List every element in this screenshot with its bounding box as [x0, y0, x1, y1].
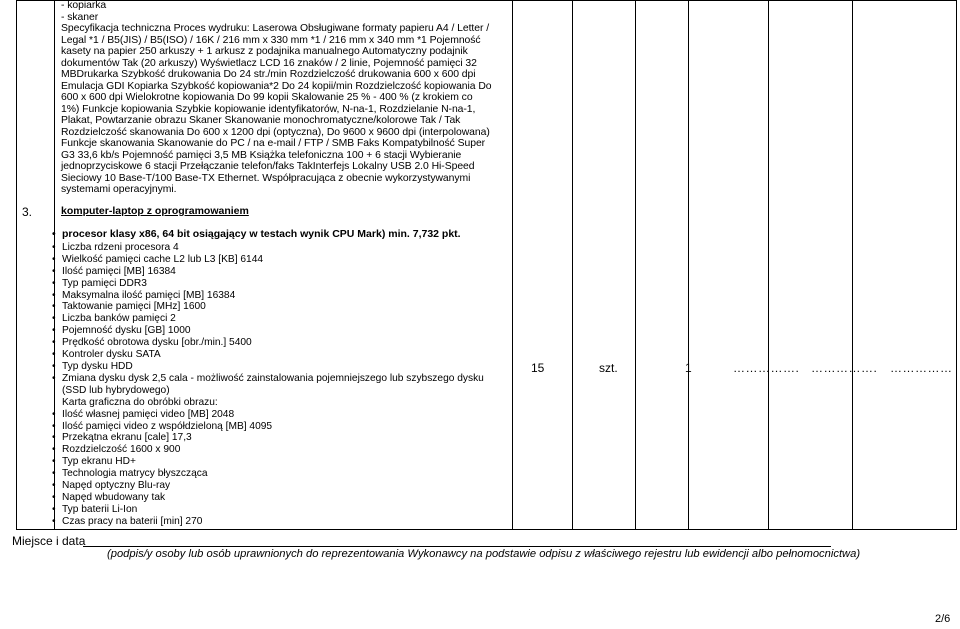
- list-item: • Typ ekranu HD+: [52, 456, 492, 468]
- cell-price-2: [769, 1, 853, 530]
- list-item: • Kontroler dysku SATA: [52, 349, 492, 361]
- list-item: • procesor klasy x86, 64 bit osiągający w testach wynik CPU Mark) min. 7,732 pkt.: [52, 229, 492, 241]
- price-placeholder-2: …………….: [811, 361, 878, 375]
- list-item: • Zmiana dysku dysk 2,5 cala - możliwość zainstalowania pojemniejszego lub szybszego dysku (SSD lub hybrydowego): [52, 373, 492, 397]
- cell-count: [636, 1, 689, 530]
- quantity-value: 15: [531, 361, 545, 375]
- list-item: • Prędkość obrotowa dysku [obr./min.] 5400: [52, 337, 492, 349]
- desc-line: Specyfikacja techniczna Proces wydruku: Laserowa Obsługiwane formaty papieru A4 / Letter / Legal *1 / B5(JIS) / B5(ISO) / 16K / 216 mm x 330 mm *1 / 216 mm x 340 mm *1 Pojemność kasety na papier 250 arkuszy + 1 arkusz z podajnika manualnego Automatyczny podajnik dokumentów Tak (20 arkuszy) Wyświetlacz LCD 16 znaków / 2 linie, Pojemność pamięci 32 MBDrukarka Szybkość drukowania Do 24 str./min Rozdzielczość drukowania 600 x 600 dpi Emulacja GDI Kopiarka Szybkość kopiowania*2 Do 24 kopii/min Rozdzielczość kopiowania Do 600 x 600 dpi Wielokrotne kopiowania Do 99 kopii Skalowanie 25 % - 400 % (z krokiem co 1%) Funkcje kopiowania Szybkie kopiowanie identyfikatorów, N-na-1, Rozdzielanie N-na-1, Plakat, Powtarzanie obrazu Skaner Skanowanie monochromatyczne/kolorowe Tak / Tak Rozdzielczość skanowania Do 600 x 1200 dpi (optyczna), Do 9600 x 9600 dpi (interpolowana) Funkcje skanowania Skanowanie do PC / na e-mail / FTP / SMB Faks Kompatybilność Super G3 33,6 kb/s Pojemność pamięci 3,5 MB Książka telefoniczna 100 + 6 stacji Wybieranie jednoprzyciskowe 6 stacji Przełączanie telefon/faks TakInterfejs Lokalny USB 2.0 Hi-Speed Sieciowy 10 Base-T/100 Base-TX Ethernet. Współpracująca z obecnie wykorzystywanymi systemami operacyjnymi.: [61, 23, 492, 195]
- list-item: • Napęd optyczny Blu-ray: [52, 480, 492, 492]
- list-item: • Czas pracy na baterii [min] 270: [52, 516, 492, 528]
- list-item: • Typ dysku HDD: [52, 361, 492, 373]
- desc-line: - kopiarka: [61, 0, 107, 11]
- list-item: • Technologia matrycy błyszcząca: [52, 468, 492, 480]
- list-item: • Ilość pamięci [MB] 16384: [52, 266, 492, 278]
- cell-price-3: [853, 1, 957, 530]
- row-number: 3.: [22, 205, 33, 219]
- list-item: • Pojemność dysku [GB] 1000: [52, 325, 492, 337]
- list-item: • Liczba rdzeni procesora 4: [52, 242, 492, 254]
- place-date-label: Miejsce i data: [12, 534, 86, 548]
- page-number: 2/6: [935, 613, 951, 625]
- cell-quantity: [513, 1, 573, 530]
- list-item: • Typ pamięci DDR3: [52, 278, 492, 290]
- desc-line: - skaner: [61, 11, 99, 23]
- count-value: 1: [685, 361, 692, 375]
- price-placeholder-1: …………….: [733, 361, 800, 375]
- list-item: • Typ baterii Li-Ion: [52, 504, 492, 516]
- cell-unit: [573, 1, 636, 530]
- device-description: [61, 0, 493, 196]
- cell-price-1: [689, 1, 769, 530]
- list-item: • Taktowanie pamięci [MHz] 1600: [52, 301, 492, 313]
- list-item: • Maksymalna ilość pamięci [MB] 16384: [52, 290, 492, 302]
- laptop-title: komputer-laptop z oprogramowaniem: [61, 205, 249, 217]
- list-item: • Napęd wbudowany tak: [52, 492, 492, 504]
- price-placeholder-3: ……………: [890, 361, 953, 375]
- signature-note: (podpis/y osoby lub osób uprawnionych do reprezentowania Wykonawcy na podstawie odpisu z właściwego rejestru lub ewidencji albo pełnomocnictwa): [107, 548, 861, 560]
- list-item: • Wielkość pamięci cache L2 lub L3 [KB] 6144: [52, 254, 492, 266]
- list-item: • Liczba banków pamięci 2: [52, 313, 492, 325]
- signature-line: [83, 546, 831, 547]
- cell-number: [17, 1, 55, 530]
- graphics-label: Karta graficzna do obróbki obrazu:: [62, 396, 218, 408]
- laptop-spec-list: [52, 229, 492, 528]
- list-item: • Przekątna ekranu [cale] 17,3: [52, 432, 492, 444]
- unit-value: szt.: [599, 361, 618, 375]
- list-item: • Rozdzielczość 1600 x 900: [52, 444, 492, 456]
- list-item: • Ilość własnej pamięci video [MB] 2048: [52, 409, 492, 421]
- list-item: • Ilość pamięci video z współdzieloną [MB] 4095: [52, 421, 492, 433]
